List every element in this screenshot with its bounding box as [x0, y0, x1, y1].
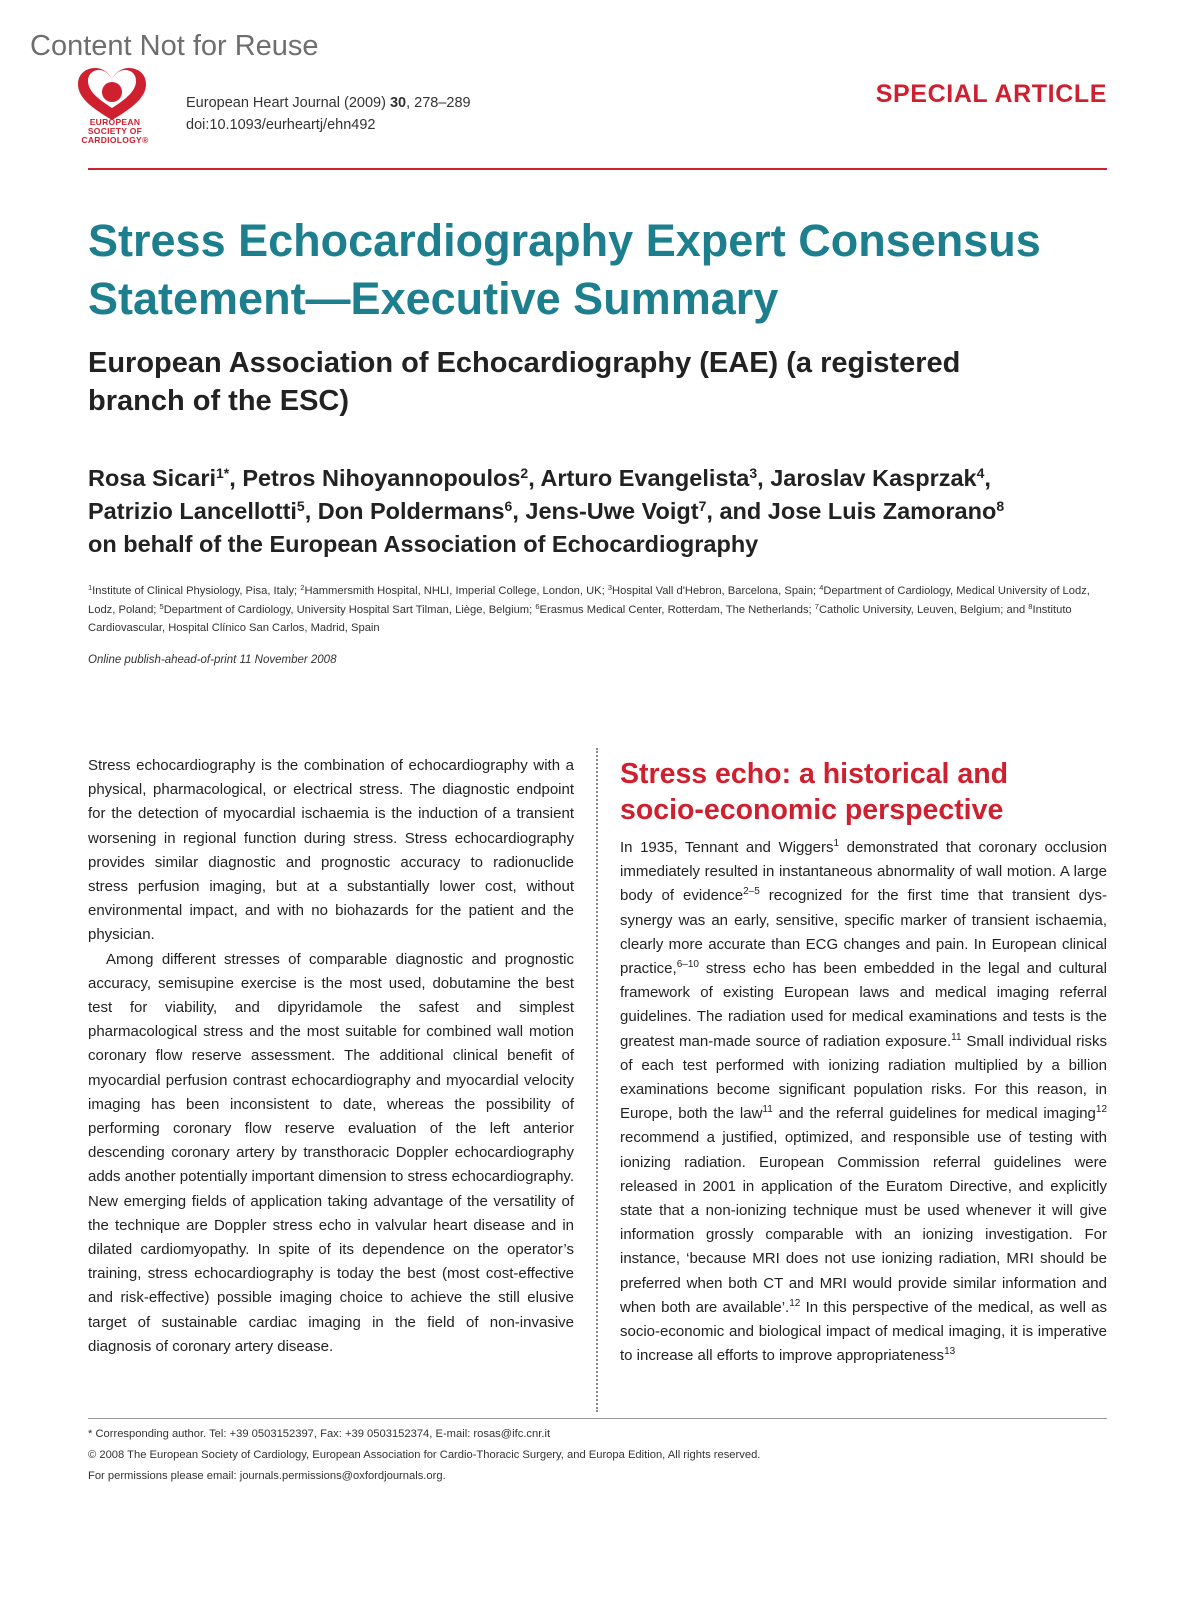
text-run: recommend a justified, optimized, and responsible use of testing with ionizing radiation. European Commission referral guidelines were released in 2001 in application of the Euratom Directive, and explicitly state that a non-ionizing technique must be used whenever it will give information grossly comparable with an ionizing investigation. For instance, ‘because MRI does not use ionizing radiation, MRI should be preferred when both CT and MRI would provide similar information and when both are available’. [620, 1129, 1107, 1316]
section-paragraph [620, 836, 1107, 1368]
section-heading-line: socio-economic perspective [620, 794, 1004, 826]
author-name: Jaroslav Kasprzak [770, 465, 977, 491]
header-divider [88, 168, 1107, 170]
author-name: Jens-Uwe Voigt [525, 498, 699, 524]
affiliation-mark: 2 [300, 583, 305, 592]
author-separator: , [229, 465, 243, 491]
affiliation: Erasmus Medical Center, Rotterdam, The Netherlands; [539, 603, 815, 616]
title-line: Stress Echocardiography Expert Consensus [88, 215, 1041, 266]
affiliation: Department of Cardiology, University Hospital Sart Tilman, Liège, Belgium; [163, 603, 536, 616]
author-separator: , [984, 465, 991, 491]
footnotes [88, 1424, 760, 1487]
abstract-paragraph: Stress echocardiography is the combination of echocardiography with a physical, pharmacological, or electrical stress. The diagnostic endpoint for the detection of myocardial ischaemia is the induction of a transient worsening in regional function during stress. Stress echocardiography provides similar diagnostic and prognostic accuracy to radionuclide stress perfusion imaging, but at a substantially lower cost, without environmental impact, and with no biohazards for the patient and the physician. [88, 757, 574, 944]
citation-ref: 11 [951, 1031, 962, 1043]
journal-name: European Heart Journal (2009) [186, 95, 386, 111]
section-body [620, 836, 1107, 1368]
citation-ref: 12 [1095, 1104, 1108, 1116]
author-list [88, 462, 1128, 561]
pages: , 278–289 [406, 95, 471, 111]
citation [186, 92, 471, 136]
author-name: Patrizio Lancellotti [88, 498, 297, 524]
affiliation-mark: 3 [607, 583, 613, 592]
citation-ref: 6–10 [676, 959, 699, 971]
affiliations [88, 582, 1108, 638]
logo-line: CARDIOLOGY® [81, 135, 149, 145]
author-affiliation-mark: 6 [504, 498, 513, 514]
footnote-divider [88, 1418, 1107, 1419]
text-run: stress echo has been embedded in the legal and cultural framework of existing European laws and medical imaging referral guidelines. The radiation used for medical examinations and tests is the greatest man-made source of radiation exposure. [620, 960, 1107, 1050]
citation-ref: 11 [762, 1104, 773, 1116]
author-separator: , and [706, 498, 768, 524]
citation-line [186, 92, 471, 114]
affiliation: Institute of Clinical Physiology, Pisa, Italy; [92, 585, 301, 597]
author-name: Petros Nihoyannopoulos [242, 465, 521, 491]
author-separator: , [528, 465, 541, 491]
affiliation-mark: 5 [159, 601, 164, 611]
affiliation-mark: 7 [814, 601, 819, 611]
article-subtitle [88, 344, 1068, 420]
author-name: Jose Luis Zamorano [767, 498, 997, 524]
abstract [88, 754, 574, 1359]
logo-line: SOCIETY OF [87, 126, 143, 136]
affiliation: Hammersmith Hospital, NHLI, Imperial College, London, UK; [304, 585, 608, 597]
doi: doi:10.1093/eurheartj/ehn492 [186, 117, 376, 133]
author-group-note: on behalf of the European Association of Echocardiography [88, 531, 759, 557]
author-separator: , [304, 498, 318, 524]
text-run: and the referral guidelines for medical imaging [772, 1105, 1096, 1123]
article-title [88, 212, 1118, 328]
subtitle-line: branch of the ESC) [88, 385, 350, 417]
watermark: Content Not for Reuse [30, 30, 319, 62]
copyright-note: © 2008 The European Society of Cardiology, European Association for Cardio-Thoracic Surgery, and Europa Edition, All rights reserved. [88, 1449, 761, 1461]
text-run: In this perspective of the medical, as well as socio-economic and biological impact of medical imaging, it is imperative to increase all efforts to improve appropriateness [620, 1298, 1107, 1365]
affiliation-mark: 6 [535, 601, 540, 611]
corresponding-author-note: * Corresponding author. Tel: +39 0503152397, Fax: +39 0503152374, E-mail: rosas@ifc.cnr.it [88, 1428, 551, 1440]
author-name: Rosa Sicari [88, 465, 217, 491]
author-separator: , [757, 465, 771, 491]
author-affiliation-mark: 2 [520, 465, 529, 481]
publication-date: Online publish-ahead-of-print 11 November 2008 [88, 654, 337, 666]
text-run: demonstrated that coronary occlusion immediately resulted in instantaneous abnormality of wall motion. A large body of evidence [620, 839, 1107, 905]
text-run: recognized for the first time that transient dys-synergy was an early, sensitive, specific marker of transient ischaemia, clearly more accurate than ECG changes and pain. In European clinical practice, [620, 887, 1108, 978]
author-separator: , [512, 498, 526, 524]
affiliation-mark: 8 [1028, 601, 1033, 611]
author-affiliation-mark: 1* [216, 465, 230, 481]
section-heading-line: Stress echo: a historical and [620, 758, 1009, 790]
author-affiliation-mark: 8 [996, 498, 1005, 514]
section-heading [620, 756, 1120, 828]
citation-ref: 12 [789, 1297, 801, 1309]
volume: 30 [389, 95, 407, 111]
citation-ref: 1 [833, 838, 840, 849]
subtitle-line: European Association of Echocardiography (EAE) (a registered [88, 347, 961, 379]
author-affiliation-mark: 5 [296, 498, 305, 514]
logo-text [70, 118, 160, 145]
affiliation: Instituto Cardiovascular, Hospital Clínico San Carlos, Madrid, Spain [88, 603, 1072, 634]
affiliation: Catholic University, Leuven, Belgium; and [818, 603, 1029, 616]
citation-ref: 2–5 [743, 886, 760, 898]
author-name: Arturo Evangelista [540, 465, 750, 491]
affiliation: Department of Cardiology, Medical University of Lodz, Lodz, Poland; [88, 585, 1090, 616]
author-line [88, 495, 1128, 528]
permissions-note: For permissions please email: journals.permissions@oxfordjournals.org. [88, 1470, 446, 1482]
author-affiliation-mark: 4 [976, 465, 985, 481]
author-affiliation-mark: 7 [698, 498, 707, 514]
affiliation-mark: 1 [88, 583, 93, 592]
author-affiliation-mark: 3 [749, 465, 758, 481]
text-run: Small individual risks of each test performed with ionizing radiation multiplied by a billion examinations become significant population risks. For this reason, in Europe, both the law [620, 1032, 1107, 1123]
text-run: In 1935, Tennant and Wiggers [620, 839, 834, 856]
author-name: Don Poldermans [317, 498, 505, 524]
title-line: Statement—Executive Summary [88, 273, 779, 324]
abstract-paragraph: Among different stresses of comparable diagnostic and prognostic accuracy, semisupine exercise is the most used, dobutamine the best test for viability, and dipyridamole the safest and simplest pharmacological stress and the most suitable for combined wall motion coronary flow reserve assessment. The additional clinical benefit of myocardial perfusion contrast echocardiography and myocardial velocity imaging has been inconsistent to date, whereas the possibility of performing coronary flow reserve evaluation of the left anterior descending coronary artery by transthoracic Doppler echocardiography adds another potentially important dimension to stress echocardiography. New emerging fields of application taking advantage of the versatility of the technique are Doppler stress echo in valvular heart disease and in dilated cardiomyopathy. In spite of its dependence on the operator’s training, stress echocardiography is today the best (most cost-effective and risk-effective) possible imaging choice to achieve the still elusive target of sustainable cardiac imaging in the field of non-invasive diagnosis of coronary artery disease. [88, 950, 574, 1355]
author-line [88, 462, 1128, 495]
logo-line: EUROPEAN [89, 117, 141, 127]
article-type-label: SPECIAL ARTICLE [875, 80, 1107, 108]
affiliation: Hospital Vall d'Hebron, Barcelona, Spain; [612, 585, 820, 597]
affiliation-mark: 4 [819, 583, 824, 592]
column-divider [596, 748, 598, 1412]
citation-ref: 13 [944, 1346, 956, 1358]
